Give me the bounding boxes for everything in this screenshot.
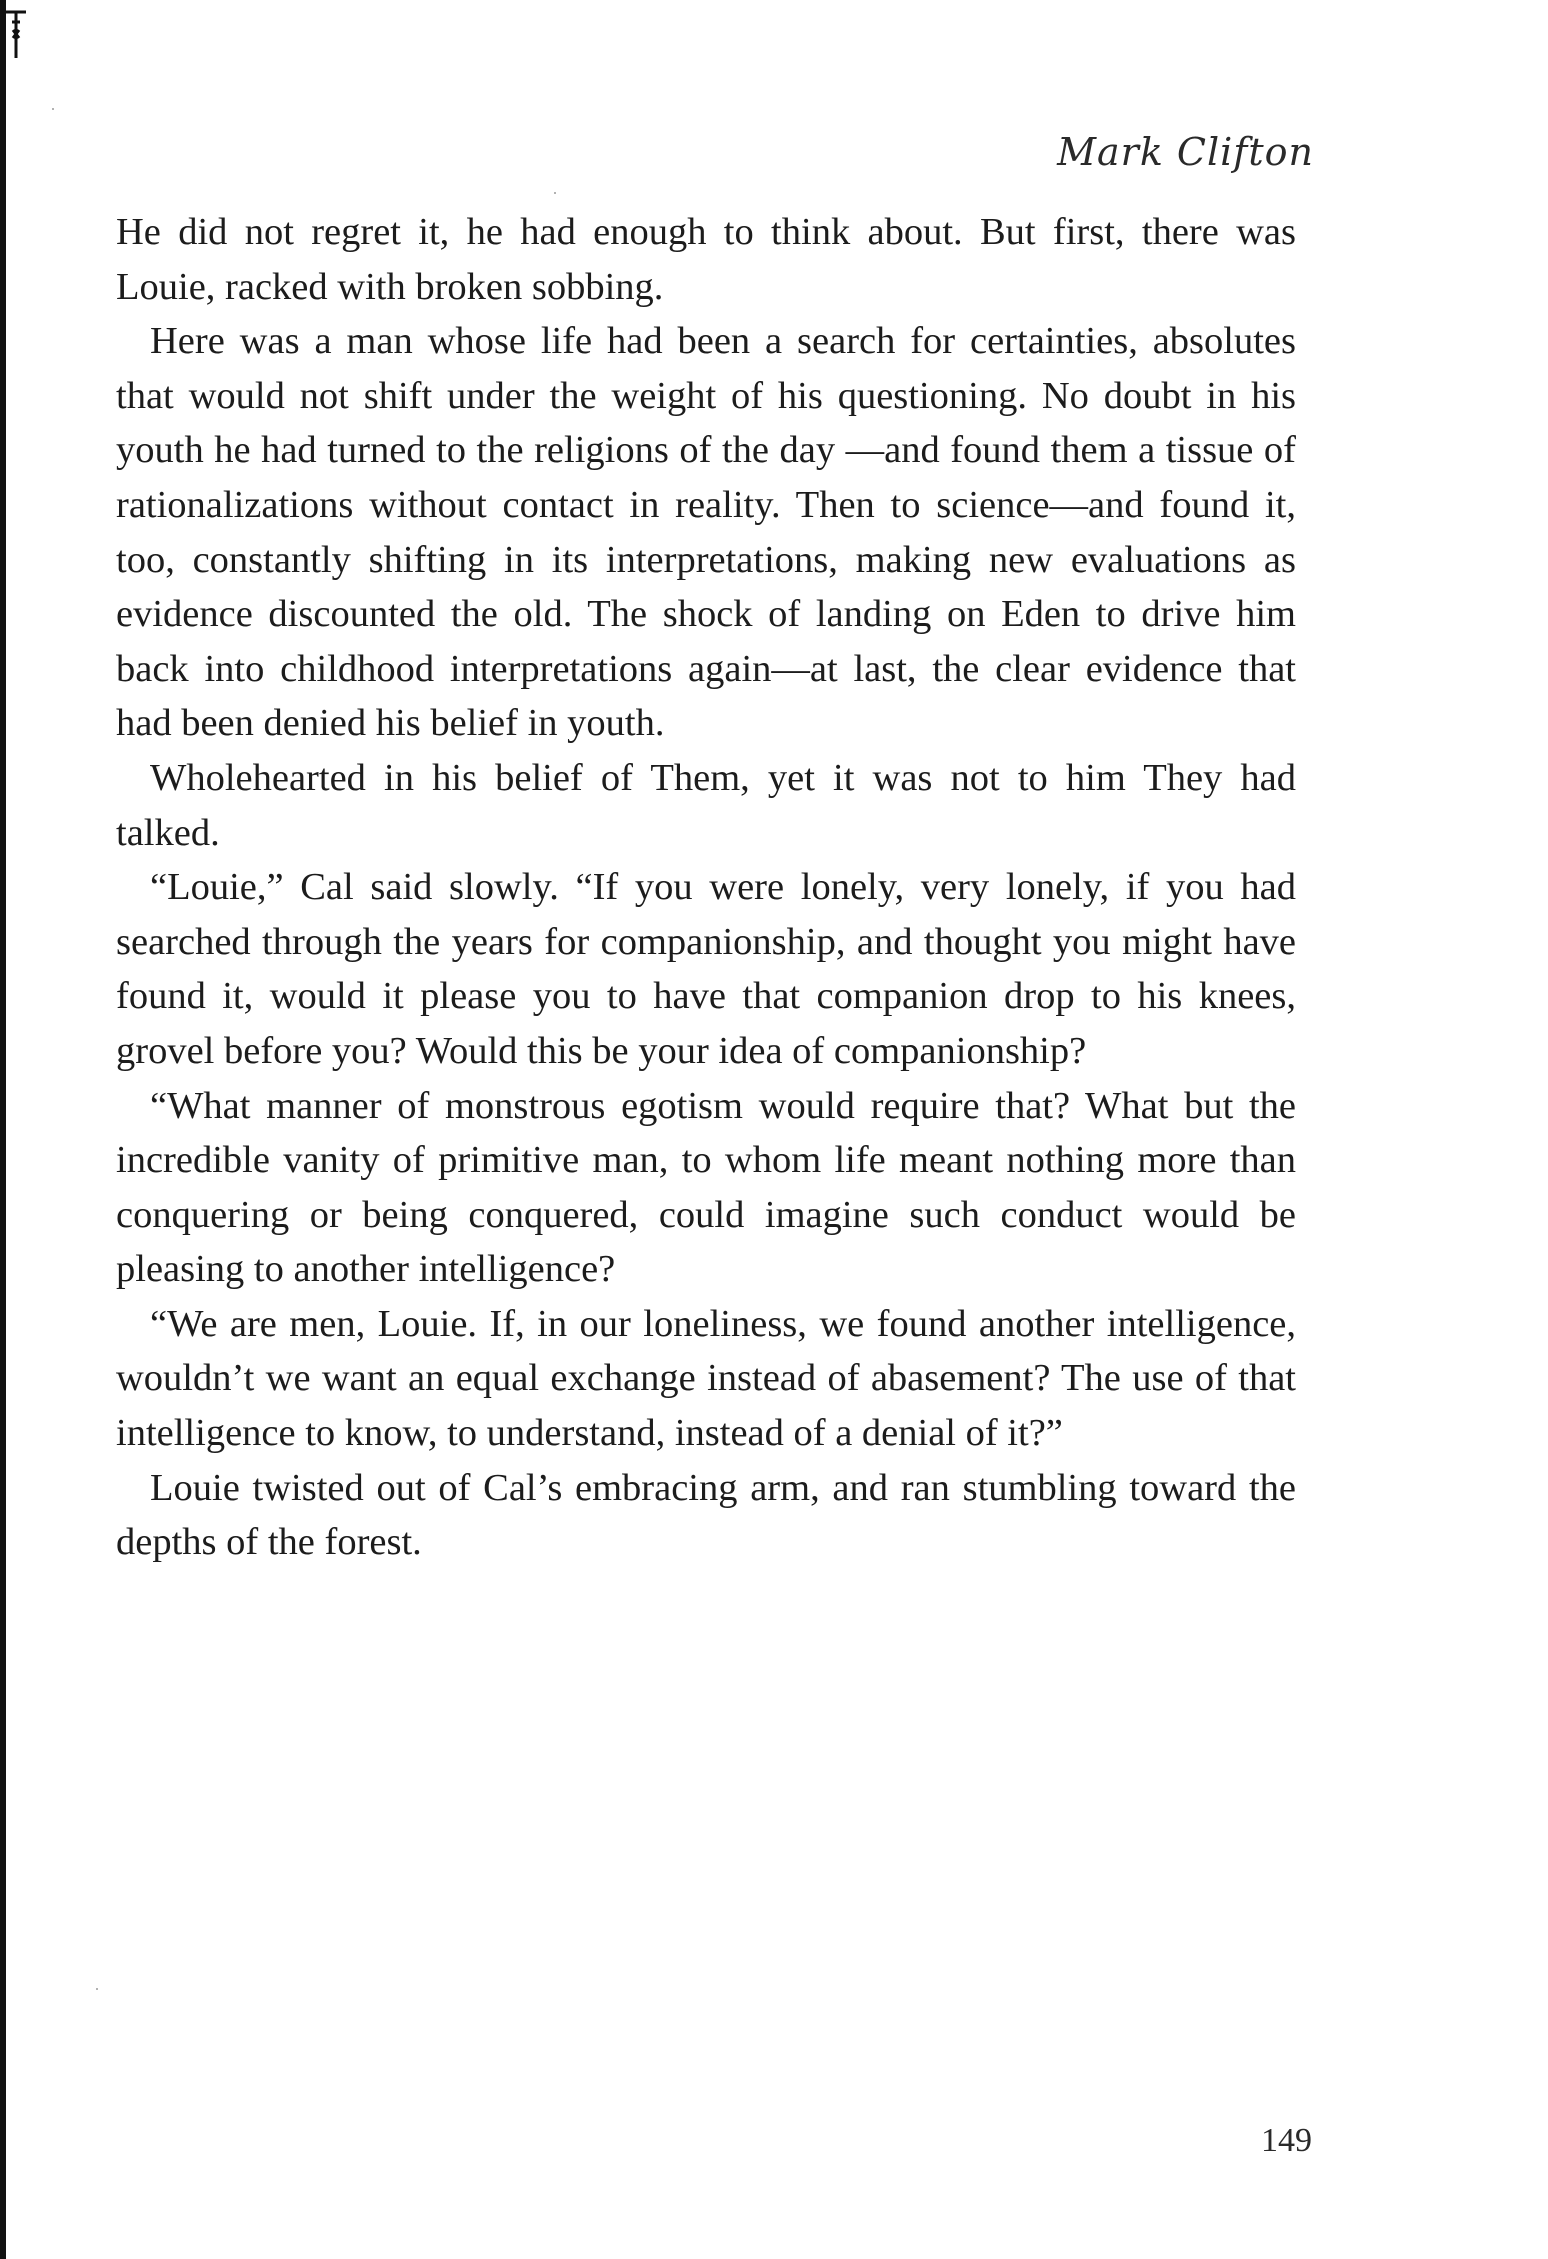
paragraph: Wholehearted in his belief of Them, yet it was not to him They had talked. <box>116 756 1296 854</box>
paragraph: Louie twisted out of Cal’s embracing arm, and ran stumbling toward the depths of the forest. <box>116 1466 1296 1564</box>
page-number: 149 <box>1261 2122 1312 2159</box>
paragraph: He did not regret it, he had enough to think about. But first, there was Louie, racked with broken sobbing. <box>116 211 1296 308</box>
paragraph: “What manner of monstrous egotism would require that? What but the incredible vanity of primitive man, to whom life meant nothing more than conquering or being conquered, could imagine such conduct would be pleasing to another intelligence? <box>116 1084 1296 1291</box>
scan-speck <box>52 108 54 110</box>
scan-speck <box>96 1988 98 1990</box>
binding-clip-icon <box>4 8 30 63</box>
body-text <box>116 205 1296 1570</box>
binding-edge <box>0 0 6 2259</box>
book-page <box>112 0 1312 2259</box>
paragraph: “We are men, Louie. If, in our loneliness, we found another intelligence, wouldn’t we want an equal exchange instead of abasement? The use of that intelligence to know, to understand, instead of a denial of it?” <box>116 1302 1296 1455</box>
running-head-author: Mark Clifton <box>1057 130 1314 174</box>
paragraph: “Louie,” Cal said slowly. “If you were lonely, very lonely, if you had searched through the years for companionship, and thought you might have found it, would it please you to have that companion drop to his knees, grovel before you? Would this be your idea of companionship? <box>116 866 1296 1072</box>
paragraph: Here was a man whose life had been a search for certainties, absolutes that would not shift under the weight of his questioning. No doubt in his youth he had turned to the religions of the day —and found them a tissue of rationalizations without contact in reality. Then to science—and found it, too, constantly shifting in its interpretations, making new evaluations as evidence discounted the old. The shock of landing on Eden to drive him back into childhood interpretations again—at last, the clear evidence that had been denied his belief in youth. <box>116 320 1296 745</box>
